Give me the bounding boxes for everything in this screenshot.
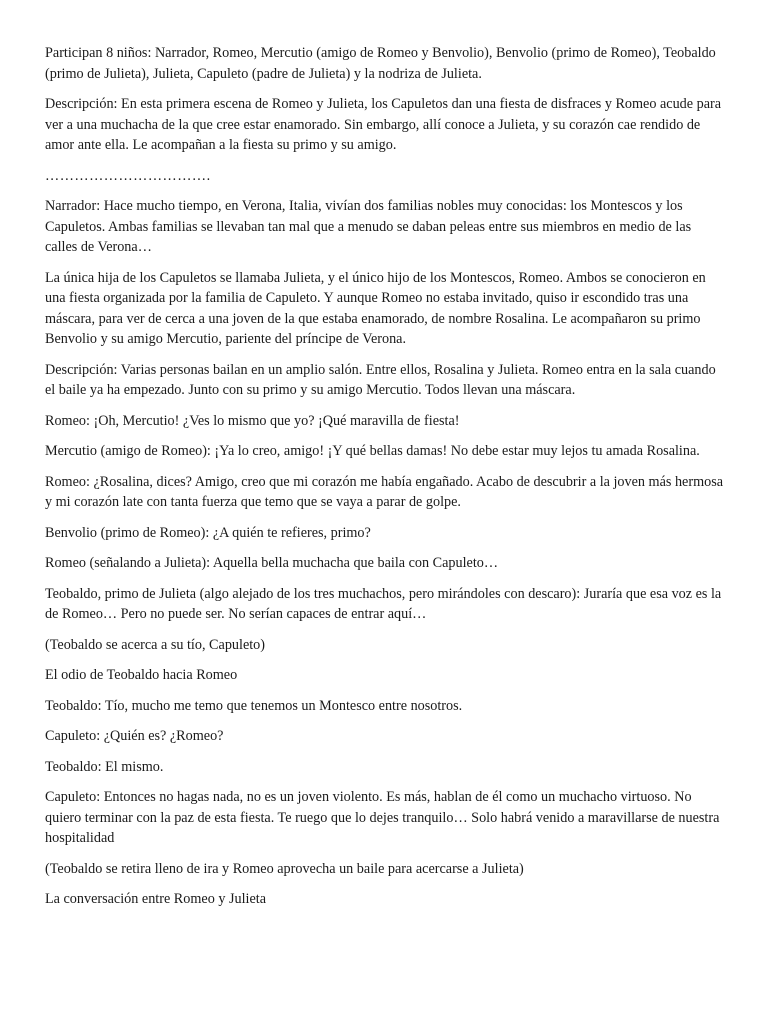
section-heading: La conversación entre Romeo y Julieta bbox=[45, 891, 267, 907]
stage-direction: (Teobaldo se retira lleno de ira y Romeo aprovecha un baile para acercarse a Julieta) bbox=[45, 860, 524, 877]
stage-direction: (Teobaldo se acerca a su tío, Capuleto) bbox=[45, 636, 266, 653]
dialogue-line: Mercutio (amigo de Romeo): ¡Ya lo creo, amigo! ¡Y qué bellas damas! No debe estar muy lejos tu amada Rosalina. bbox=[45, 443, 700, 459]
dialogue-line: Capuleto: Entonces no hagas nada, no es un joven violento. Es más, hablan de él como un muchacho virtuoso. No quiero terminar con la paz de esta fiesta. Te ruego que lo dejes tranquilo… Solo habrá venido a maravillarse de nuestra hospitalidad bbox=[45, 789, 720, 846]
dialogue-line: Romeo: ¿Rosalina, dices? Amigo, creo que mi corazón me había engañado. Acabo de descubrir a la joven más hermosa y mi corazón late con tanta fuerza que temo que se vaya a parar de golpe. bbox=[45, 473, 724, 510]
narrative-paragraph: La única hija de los Capuletos se llamaba Julieta, y el único hijo de los Montescos, Romeo. Ambos se conocieron en una fiesta organizada por la familia de Capuleto. Y aunque Romeo no estaba invitado, quiso ir escondido tras una máscara, para ver de cerca a una joven de la que estaba enamorado, de nombre Rosalina. Le acompañaron su primo Benvolio y su amigo Mercutio, pariente del príncipe de Verona. bbox=[45, 269, 706, 347]
description-paragraph: Descripción: En esta primera escena de Romeo y Julieta, los Capuletos dan una fiesta de disfraces y Romeo acude para ver a una muchacha de la que cree estar enamorado. Sin embargo, allí conoce a Julieta, y su corazón cae rendido de amor ante ella. Le acompañan a la fiesta su primo y su amigo. bbox=[45, 96, 722, 153]
dialogue-line: Benvolio (primo de Romeo): ¿A quién te refieres, primo? bbox=[45, 524, 371, 541]
document-page bbox=[45, 43, 725, 920]
dialogue-line: Capuleto: ¿Quién es? ¿Romeo? bbox=[45, 728, 224, 744]
dialogue-line: Teobaldo: El mismo. bbox=[45, 758, 164, 775]
cast-paragraph: Participan 8 niños: Narrador, Romeo, Mercutio (amigo de Romeo y Benvolio), Benvolio (primo de Romeo), Teobaldo (primo de Julieta), Julieta, Capuleto (padre de Julieta) y la nodriza de Julieta. bbox=[45, 45, 716, 82]
section-heading: El odio de Teobaldo hacia Romeo bbox=[45, 667, 238, 683]
dialogue-line: Romeo (señalando a Julieta): Aquella bella muchacha que baila con Capuleto… bbox=[45, 555, 499, 571]
dialogue-line: Teobaldo: Tío, mucho me temo que tenemos un Montesco entre nosotros. bbox=[45, 697, 463, 714]
scene-description-paragraph: Descripción: Varias personas bailan en un amplio salón. Entre ellos, Rosalina y Julieta. Romeo entra en la sala cuando el baile ya ha empezado. Junto con su primo y su amigo Mercutio. Todos llevan una máscara. bbox=[45, 361, 716, 398]
dotted-separator: ……………………………. bbox=[45, 167, 211, 184]
dialogue-line: Teobaldo, primo de Julieta (algo alejado de los tres muchachos, pero mirándoles con descaro): Juraría que esa voz es la de Romeo… Pero no puede ser. No serían capaces de entrar aquí… bbox=[45, 585, 722, 622]
dialogue-line: Romeo: ¡Oh, Mercutio! ¿Ves lo mismo que yo? ¡Qué maravilla de fiesta! bbox=[45, 412, 460, 429]
narrator-paragraph: Narrador: Hace mucho tiempo, en Verona, Italia, vivían dos familias nobles muy conocidas: los Montescos y los Capuletos. Ambas familias se llevaban tan mal que a menudo se daban peleas entre sus miembros en medio de las calles de Verona… bbox=[45, 198, 692, 255]
